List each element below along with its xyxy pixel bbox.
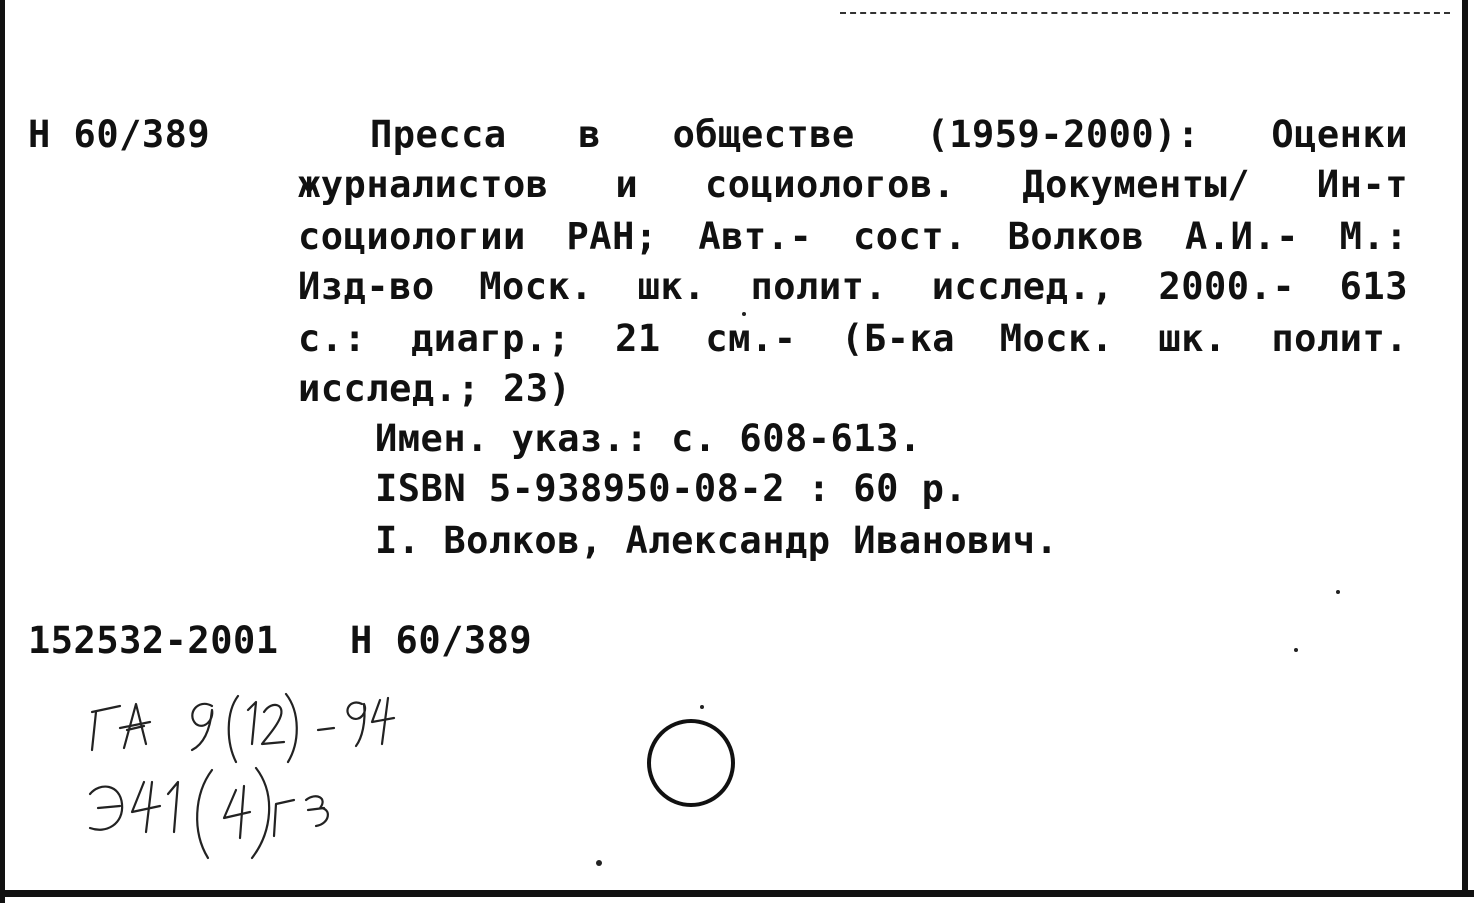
card-left-edge xyxy=(0,0,5,903)
card-bottom-edge xyxy=(0,890,1474,897)
description-line-6: исслед.; 23) xyxy=(298,367,572,410)
speck xyxy=(742,312,746,316)
speck xyxy=(700,705,704,709)
card-right-edge xyxy=(1462,0,1468,897)
shelfmark: Н 60/389 xyxy=(28,113,211,156)
description-line-3: социологии РАН; Авт.- сост. Волков А.И.- М.: xyxy=(298,215,1408,258)
accession-shelfmark: Н 60/389 xyxy=(350,619,533,662)
description-line-2: журналистов и социологов. Документы/ Ин-т xyxy=(298,163,1408,206)
description-line-5: с.: диагр.; 21 см.- (Б-ка Моск. шк. полит. xyxy=(298,317,1408,360)
note-isbn: ISBN 5-938950-08-2 : 60 р. xyxy=(375,467,968,510)
accession-number: 152532-2001 xyxy=(28,619,279,662)
description-line-1: Пресса в обществе (1959-2000): Оценки xyxy=(370,113,1408,156)
speck xyxy=(1294,648,1298,652)
handwritten-classification xyxy=(80,682,500,882)
note-added-entry: I. Волков, Александр Иванович. xyxy=(375,519,1059,562)
punch-hole-circle xyxy=(640,715,750,815)
card-top-edge xyxy=(840,12,1450,14)
description-line-4: Изд-во Моск. шк. полит. исслед., 2000.- 613 xyxy=(298,265,1408,308)
note-index: Имен. указ.: с. 608-613. xyxy=(375,417,922,460)
speck xyxy=(596,860,602,866)
speck xyxy=(1336,590,1340,594)
